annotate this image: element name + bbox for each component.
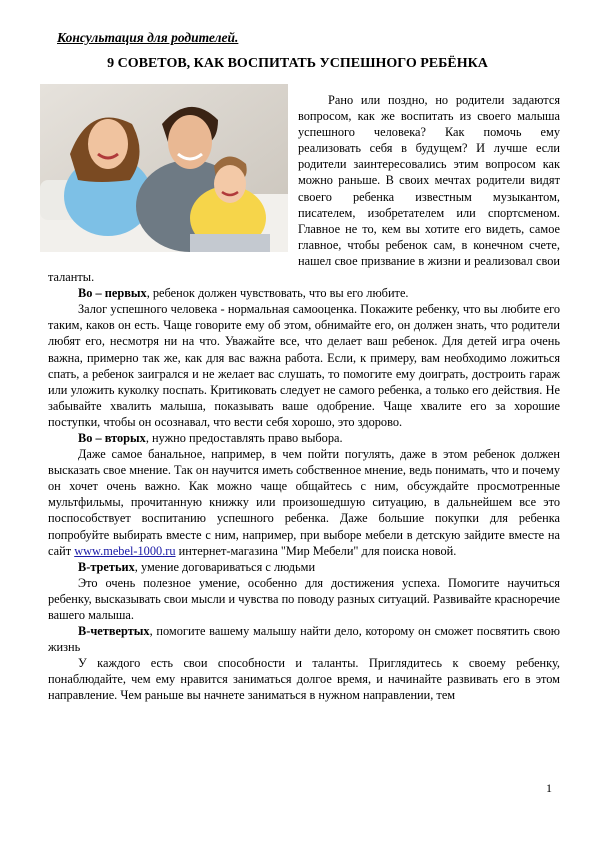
- page-number: 1: [546, 781, 552, 795]
- tip-2-body: Даже самое банальное, например, в чем пойти погулять, даже в этом ребенок должен высказать свое мнение. Так он научится иметь собственное мнение, ведь понимать, что и почему он хочет очень важно. Как можно чаще общайтесь с ним, обсуждайте просмотренные мультфильмы, прочитанную книжку или произошедшую ситуацию, в дальнейшем все это поспособствует воспитанию успешного ребенка. Даже большие покупки для ребенка попробуйте выбирать вместе с ним, например, при выборе мебели в детскую зайдите вместе на сайт www.mebel-1000.ru интернет-магазина "Мир Мебели" для поиска новой.: [48, 447, 560, 558]
- consultation-header: Консультация для родителей.: [57, 30, 239, 45]
- tip-4-heading: В-четвертых, помогите вашему малышу найти дело, которому он сможет посвятить свою жизнь: [48, 624, 560, 655]
- article-title: 9 СОВЕТОВ, КАК ВОСПИТАТЬ УСПЕШНОГО РЕБЁНКА: [107, 56, 488, 71]
- tip-1-heading: Во – первых, ребенок должен чувствовать, что вы его любите.: [78, 286, 409, 301]
- article-body: [48, 92, 560, 704]
- tip-3-heading: В-третьих, умение договариваться с людьми: [78, 559, 316, 574]
- tip-2-heading: Во – вторых, нужно предоставлять право выбора.: [78, 430, 343, 445]
- tip-3-body: Это очень полезное умение, особенно для достижения успеха. Помогите научиться ребенку, высказывать свои мысли и чувства по поводу разных ситуаций. Развивайте красноречие вашего малыша.: [48, 575, 560, 622]
- tip-4-body: У каждого есть свои способности и таланты. Приглядитесь к своему ребенку, понаблюдайте, чем ему нравится заниматься долгое время, и начинайте развивать его в этом направление. Чем раньше вы начнете заниматься в нужном направлении, тем: [48, 656, 560, 703]
- tip-1-body: Залог успешного человека - нормальная самооценка. Покажите ребенку, что вы любите его таким, каков он есть. Чаще говорите ему об этом, обнимайте его, он должен знать, что родители любят его, несмотря ни на что. Уважайте все, что делает ваш ребенок. Для детей игра очень важна, примерно так же, как для вас важна работа. Если, к примеру, вам необходимо ложиться спать, а ребенок заигрался и не желает вас слушать, то помогите ему доиграть, достроить гараж или уложить куколку поспать. Критиковать следует не самого ребенка, а только его действия. Не забывайте хвалить малыша, показывать ваше одобрение. Чаще хвалите его за хорошие поступки, чтобы он осознавал, что вести себя хорошо, это здорово.: [48, 302, 560, 429]
- mebel-site-link[interactable]: www.mebel-1000.ru: [74, 543, 176, 558]
- intro-paragraph: Рано или поздно, но родители задаются вопросом, как же воспитать из своего малыша успешного человека? Как помочь ему реализовать себя в будущем? И лучше если родители заинтересовались этим вопросом как можно раньше. В своих мечтах родители видят своего ребенка известным музыкантом, писателем, изобретателем или спортсменом. Главное не то, кем вы хотите его видеть, самое главное, чтобы ребенок сам, в конечном счете, нашел свое призвание в жизни и реализовал свои таланты.: [48, 93, 560, 285]
